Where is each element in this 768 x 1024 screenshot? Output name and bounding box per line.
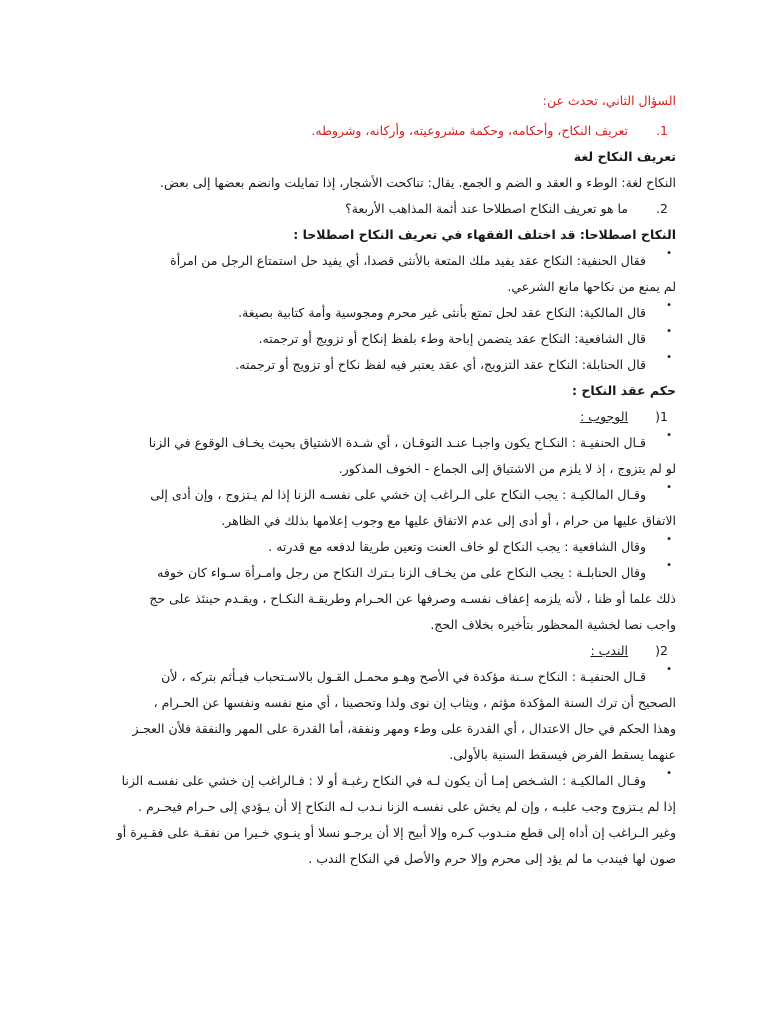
- text-line: وقـال المالكيـة : الشـخص إمـا أن يكون لـه في النكاح رغبـة أو لا : فـالراغب إن خشي على نفسـه الزنا: [121, 773, 646, 788]
- wujub-hanbali: [92, 560, 676, 586]
- nadb-title: الندب :: [590, 643, 629, 658]
- term-def-shafii: [92, 326, 676, 352]
- bullet-icon: •: [666, 482, 672, 493]
- bullet-icon: •: [666, 430, 672, 441]
- nadb-hanafi-cont-1: الصحيح أن ترك السنة المؤكدة مؤثم ، ويثاب إن نوى ولدا وتحصينا ، أي منع نفسه ونفسها عن الحـرام ،: [153, 695, 676, 710]
- lang-def-text: النكاح لغة: الوطء و العقد و الضم و الجمع. يقال: تناكحت الأشجار، إذا تمايلت وانضم بعضها إلى بعض.: [159, 175, 676, 190]
- wujub-subheading: [92, 404, 676, 430]
- bullet-icon: •: [666, 300, 672, 311]
- ruling-heading: حكم عقد النكاح :: [572, 383, 676, 398]
- bullet-icon: •: [666, 768, 672, 779]
- text-line: قال المالكية: النكاح عقد لحل تمتع بأنثى غير محرم ومجوسية وأمة كتابية بصيغة.: [238, 305, 646, 320]
- wujub-maliki-cont: الاتفاق عليها من حرام ، أو أدى إلى عدم الاتفاق عليها مع وجوب إعلامها بذلك في الظاهر.: [221, 513, 676, 528]
- nadb-number: 2(: [655, 643, 668, 658]
- term-def-hanafi: [92, 248, 676, 274]
- text-line: قـال الحنفيـة : النكاح سـنة مؤكدة في الأصح وهـو محمـل القـول بالاسـتحباب فيـأثم بتركه ، لأن: [161, 669, 646, 684]
- wujub-shafii: [92, 534, 676, 560]
- item-1-text: تعريف النكاح، وأحكامه، وحكمة مشروعيته، وأركانه، وشروطه.: [311, 123, 629, 138]
- wujub-hanbali-cont-2: واجب نصا لخشية المحظور بتأخيره بخلاف الحج.: [430, 617, 676, 632]
- nadb-hanafi: [92, 664, 676, 690]
- item-2: [92, 196, 676, 222]
- nadb-maliki-cont-2: وغير الـراغب إن أداه إلى قطع منـدوب كـره وإلا أبيح إلا أن يرجـو نسلا أو ينـوي خـيرا من نفقـة على فقـيرة أو: [116, 825, 676, 840]
- bullet-icon: •: [666, 560, 672, 571]
- nadb-maliki: [92, 768, 676, 794]
- wujub-maliki: [92, 482, 676, 508]
- nadb-hanafi-cont-3: عنهما يسقط الفرض فيسقط السنية بالأولى.: [449, 747, 676, 762]
- term-def-hanafi-cont: لم يمنع من نكاحها مانع الشرعي.: [507, 279, 676, 294]
- item-1: [92, 118, 676, 144]
- lang-def-heading: تعريف النكاح لغة: [573, 149, 676, 164]
- bullet-icon: •: [666, 248, 672, 259]
- term-def-hanbali: [92, 352, 676, 378]
- wujub-hanbali-cont-1: ذلك علما أو ظنا ، لأنه يلزمه إعفاف نفسـه وصرفها عن الحـرام وطريقـة النكـاح ، ويقـدم حينئذ على حج: [149, 591, 676, 606]
- text-line: فقال الحنفية: النكاح عقد يفيد ملك المتعة بالأنثى قصدا، أي يفيد حل استمتاع الرجل من امرأة: [170, 253, 646, 268]
- text-line: قال الشافعية: النكاح عقد يتضمن إباحة وطء بلفظ إنكاح أو تزويج أو ترجمته.: [258, 331, 646, 346]
- nadb-maliki-cont-1: إذا لم يـتزوج وجب عليـه ، وإن لم يخش على نفسـه الزنا نـدب لـه النكاح إلا أن يـؤدي إلى حـرام فيحـرم .: [138, 799, 676, 814]
- nadb-maliki-cont-3: صون لها فيندب ما لم يؤد إلى محرم وإلا حرم والأصل في النكاح الندب .: [308, 851, 676, 866]
- text-line: وقال الشافعية : يجب النكاح لو خاف العنت وتعين طريقا لدفعه مع قدرته .: [268, 539, 646, 554]
- bullet-icon: •: [666, 352, 672, 363]
- wujub-hanafi: [92, 430, 676, 456]
- wujub-number: 1(: [655, 409, 668, 424]
- item-2-number: 2.: [656, 201, 668, 216]
- text-line: قـال الحنفيـة : النكـاح يكون واجبـا عنـد التوقـان ، أي شـدة الاشتياق بحيث يخـاف الوقوع في الزنا: [148, 435, 646, 450]
- bullet-icon: •: [666, 326, 672, 337]
- term-def-maliki: [92, 300, 676, 326]
- nadb-subheading: [92, 638, 676, 664]
- text-line: وقـال المالكيـة : يجب النكاح على الـراغب إن خشي على نفسـه الزنا إذا لم يـتزوج ، وإن أدى إلى: [150, 487, 646, 502]
- text-line: قال الحنابلة: النكاح عقد التزويج، أي عقد يعتبر فيه لفظ نكاح أو تزويج أو ترجمته.: [235, 357, 646, 372]
- wujub-hanafi-cont: لو لم يتزوج ، إذ لا يلزم من الاشتياق إلى الجماع - الخوف المذكور.: [338, 461, 676, 476]
- text-line: وقال الحنابلـة : يجب النكاح على من يخـاف الزنا بـترك النكاح من رجل وامـرأة سـواء كان خوفه: [157, 565, 646, 580]
- wujub-title: الوجوب :: [580, 409, 629, 424]
- bullet-icon: •: [666, 664, 672, 675]
- question-heading: السؤال الثاني، تحدث عن:: [542, 93, 676, 108]
- bullet-icon: •: [666, 534, 672, 545]
- item-2-text: ما هو تعريف النكاح اصطلاحا عند أئمة المذاهب الأربعة؟: [345, 201, 629, 216]
- item-1-number: 1.: [656, 123, 668, 138]
- term-def-heading: النكاح اصطلاحا: قد اختلف الفقهاء في تعريف النكاح اصطلاحا :: [293, 227, 676, 242]
- nadb-hanafi-cont-2: وهذا الحكم في حال الاعتدال ، أي القدرة على وطء ومهر ونفقة، أما القدرة على المهر والنفقة فلأن العجـز: [132, 721, 676, 736]
